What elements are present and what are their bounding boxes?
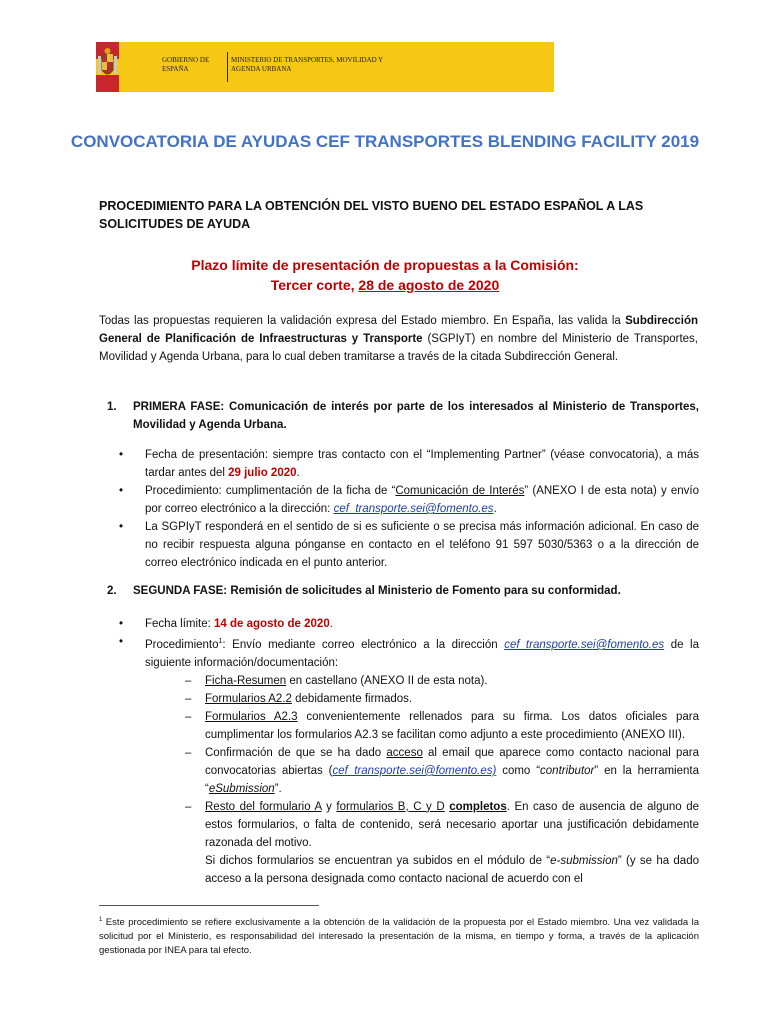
sublist-item: – Formularios A2.2 debidamente firmados. [185, 692, 413, 705]
phase2-list [99, 615, 699, 888]
sublist-item: – Resto del formulario A y formularios B, C y D completos. En caso de ausencia de alguno de estos formularios, o falta de contenido, será necesario aportar una justificación debidamente razonada del motivo. [185, 800, 699, 849]
document-title: CONVOCATORIA DE AYUDAS CEF TRANSPORTES BLENDING FACILITY 2019 [70, 132, 700, 151]
sublist-continuation: Si dichos formularios se encuentran ya subidos en el módulo de “e-submission” (y se ha dado acceso a la persona designada como contacto nacional de acuerdo con el [205, 854, 699, 885]
deadline-date: 28 de agosto de 2020 [358, 277, 500, 293]
document-subtitle: PROCEDIMIENTO PARA LA OBTENCIÓN DEL VISTO BUENO DEL ESTADO ESPAÑOL A LAS SOLICITUDES DE AYUDA [99, 199, 644, 231]
email-link[interactable]: cef_transporte.sei@fomento.es [504, 638, 665, 651]
intro-paragraph: Todas las propuestas requieren la validación expresa del Estado miembro. En España, las valida la Subdirección General de Planificación de Infraestructuras y Transporte (SGPIyT) en nombre del Ministerio de Transportes, Movilidad y Agenda Urbana, para lo cual deben tramitarse a través de la citada Subdirección General. [99, 315, 698, 363]
deadline-line1: Plazo límite de presentación de propuestas a la Comisión: [191, 257, 579, 273]
gobierno-label: GOBIERNO DE ESPAÑA [162, 56, 210, 73]
list-item: • Procedimiento$^1$: Envío mediante correo electrónico a la dirección cef_transporte.sei@fomento.es de la siguiente información/documentación: [119, 636, 699, 669]
sublist-item: – Formularios A2.3 convenientemente rellenados para su firma. Los datos oficiales para cumplimentar los formularios A2.3 se facilitan como adjunto a este procedimiento (ANEXO III). [185, 710, 699, 741]
list-item: • Procedimiento: cumplimentación de la ficha de “Comunicación de Interés” (ANEXO I de esta nota) y envío por correo electrónico a la dirección: cef_transporte.sei@fomento.es. [119, 485, 699, 515]
deadline-block [60, 255, 710, 295]
email-link[interactable]: cef_transporte.sei@fomento.es) [332, 764, 497, 777]
phase1-list [99, 446, 699, 572]
list-item: • Fecha de presentación: siempre tras contacto con el “Implementing Partner” (véase convocatoria), a más tardar antes del 29 julio 2020. [119, 449, 699, 479]
footnote-separator [99, 905, 319, 906]
sublist-item: – Confirmación de que se ha dado acceso al email que aparece como contacto nacional para convocatorias abiertas (cef_transporte.sei@fomento.es) como “contributor” en la herramienta “eSubmission”. [185, 746, 700, 795]
government-banner [96, 42, 554, 92]
header-separator [227, 52, 228, 82]
list-item: • Fecha límite: 14 de agosto de 2020. [119, 618, 333, 630]
phase1-heading: 1. PRIMERA FASE: Comunicación de interés por parte de los interesados al Ministerio de Transportes, Movilidad y Agenda Urbana. [107, 401, 699, 431]
ministerio-label: MINISTERIO DE TRANSPORTES, MOVILIDAD Y AGENDA URBANA [231, 56, 383, 73]
email-link[interactable]: cef_transporte.sei@fomento.es [333, 503, 494, 515]
footnote: $^1$ Este procedimiento se refiere exclusivamente a la obtención de la validación de la propuesta por el Estado miembro. Una vez validada la solicitud por el Ministerio, es responsabilidad del interesado la presentación de la misma, en tiempo y forma, a través de la aplicación gestionada por INEA para tal efecto. [99, 917, 699, 957]
deadline-line2: Tercer corte, 28 de agosto de 2020 [270, 277, 500, 293]
sgpiyt-name: Subdirección General de Planificación de Infraestructuras y Transporte [99, 315, 698, 345]
coat-of-arms-icon [96, 46, 119, 88]
phase2-heading: 2. SEGUNDA FASE: Remisión de solicitudes al Ministerio de Fomento para su conformidad. [107, 585, 621, 597]
sublist-item: – Ficha-Resumen en castellano (ANEXO II de esta nota). [185, 674, 488, 687]
list-item: • La SGPIyT responderá en el sentido de si es suficiente o se precisa más información adicional. En caso de no recibir respuesta alguna pónganse en contacto en el teléfono 91 597 5030/5363 o a la dirección de correo electrónico indicada en el punto anterior. [119, 521, 699, 569]
